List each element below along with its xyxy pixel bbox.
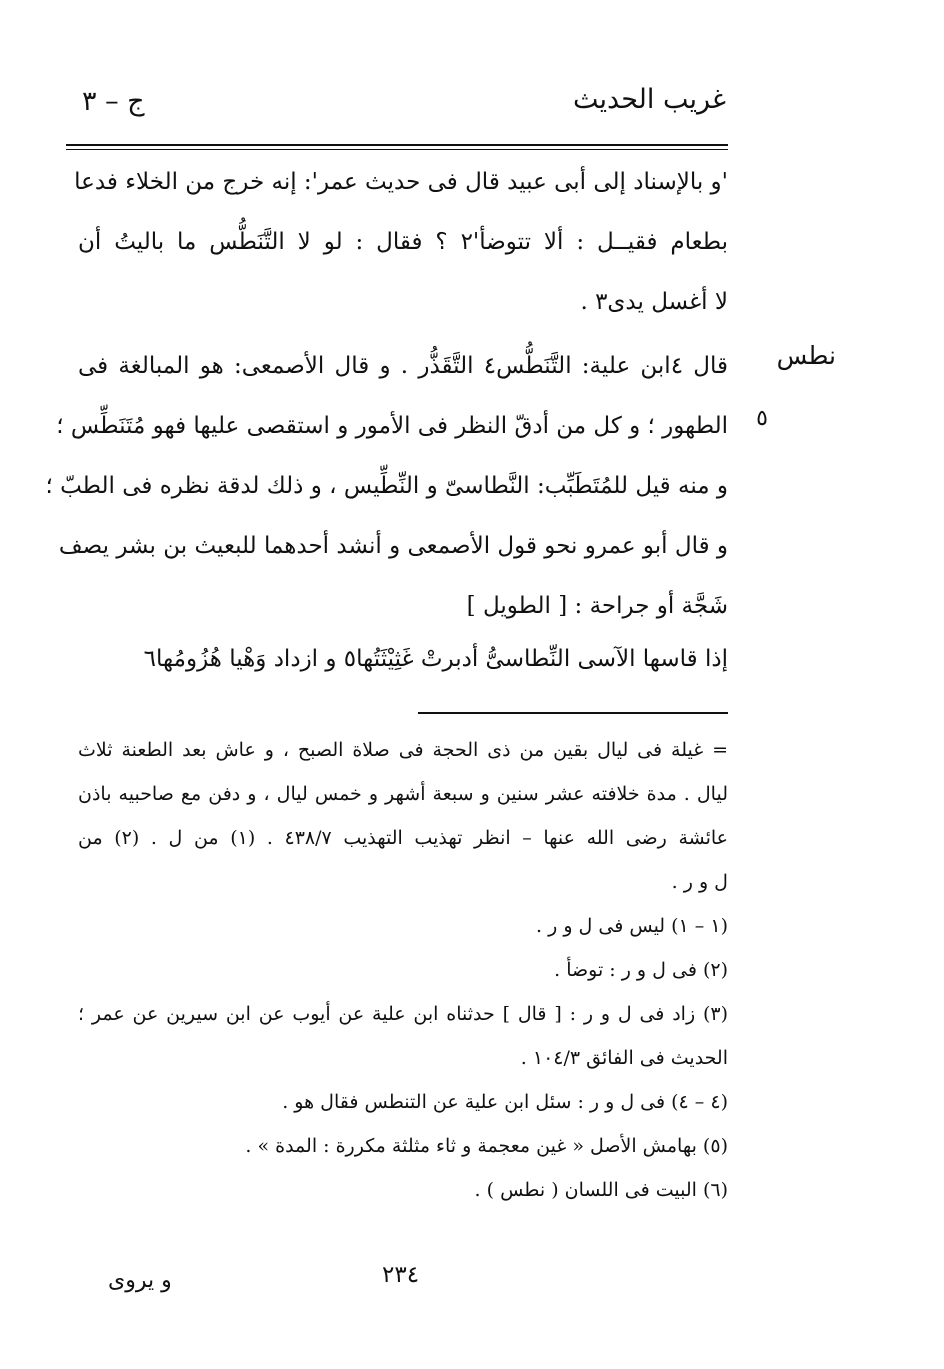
footnote-line: (١ – ١) ليس فى ل و ر . [536,915,728,937]
text-line: قال ٤ابن علية: التَّنَطُّس٤ التَّقَذُّر . و قال الأصمعى: هو المبالغة فى [78,353,729,379]
text-line: الطهور ؛ و كل من أدقّ النظر فى الأمور و استقصى عليها فهو مُتَنَطِّس ؛ [56,413,728,439]
catchword: و يروى [108,1268,172,1293]
page-number: ٢٣٤ [382,1262,420,1288]
header-rule [66,144,728,146]
footnote-line: الحديث فى الفائق ١٠٤/٣ . [520,1047,728,1069]
header-rule-thin [66,149,728,150]
footnote-line: (٦) البيت فى اللسان ( نطس ) . [474,1179,728,1201]
text-line: لا أغسل يدى٣ . [580,289,728,315]
text-line: شَجَّة أو جراحة : [ الطويل ] [466,593,728,619]
text-line: 'و بالإسناد إلى أبى عبيد قال فى حديث عمر': إنه خرج من الخلاء فدعا [74,169,728,195]
text-line: و منه قيل للمُتَطَبِّب: النَّطاسىّ و النِّطِّيس ، و ذلك لدقة نظره فى الطبّ ؛ [45,473,728,499]
poetry-verse: إذا قاسها الآسى النِّطاسىُّ أدبرتْ غَثِيْثَتُها٥ و ازداد وَهْيا هُزُومُها٦ [143,646,728,672]
main-text-block-1 [74,152,728,332]
footnote-line: عائشة رضى الله عنها – انظر تهذيب التهذيب ٤٣٨/٧ . (١) من ل . (٢) من [78,827,729,849]
line-number: ٥ [756,406,768,431]
text-line: و قال أبو عمرو نحو قول الأصمعى و أنشد أحدهما للبعيث بن بشر يصف [58,533,728,559]
footnote-line: ل و ر . [671,871,728,893]
text-line: بطعام فقيــل : ألا تتوضأ'٢ ؟ فقال : لو لا التَّنَطُّس ما باليتُ أن [78,229,728,255]
footnote-line: (٤ – ٤) فى ل و ر : سئل ابن علية عن التنطس فقال هو . [282,1091,728,1113]
footnotes [78,728,728,1212]
footnote-line: ليال . مدة خلافته عشر سنين و سبعة أشهر و خمس ليال ، و دفن مع صاحبيه باذن [78,783,728,805]
footnote-line: (٣) زاد فى ل و ر : [ قال ] حدثناه ابن علية عن أيوب عن ابن سيرين عن عمر ؛ [78,1003,728,1025]
footnote-rule [418,712,728,714]
margin-keyword: نطس [776,341,836,370]
footnote-line: (٢) فى ل و ر : توضأ . [554,959,728,981]
footnote-line: = غيلة فى ليال بقين من ذى الحجة فى صلاة الصبح ، و عاش بعد الطعنة ثلاث [78,739,728,761]
part-number: ج – ٣ [82,86,145,117]
footnote-line: (٥) بهامش الأصل « غين معجمة و ثاء مثلثة مكررة : المدة » . [245,1135,728,1157]
main-text-block-2 [45,336,729,636]
running-title: غريب الحديث [573,84,726,115]
